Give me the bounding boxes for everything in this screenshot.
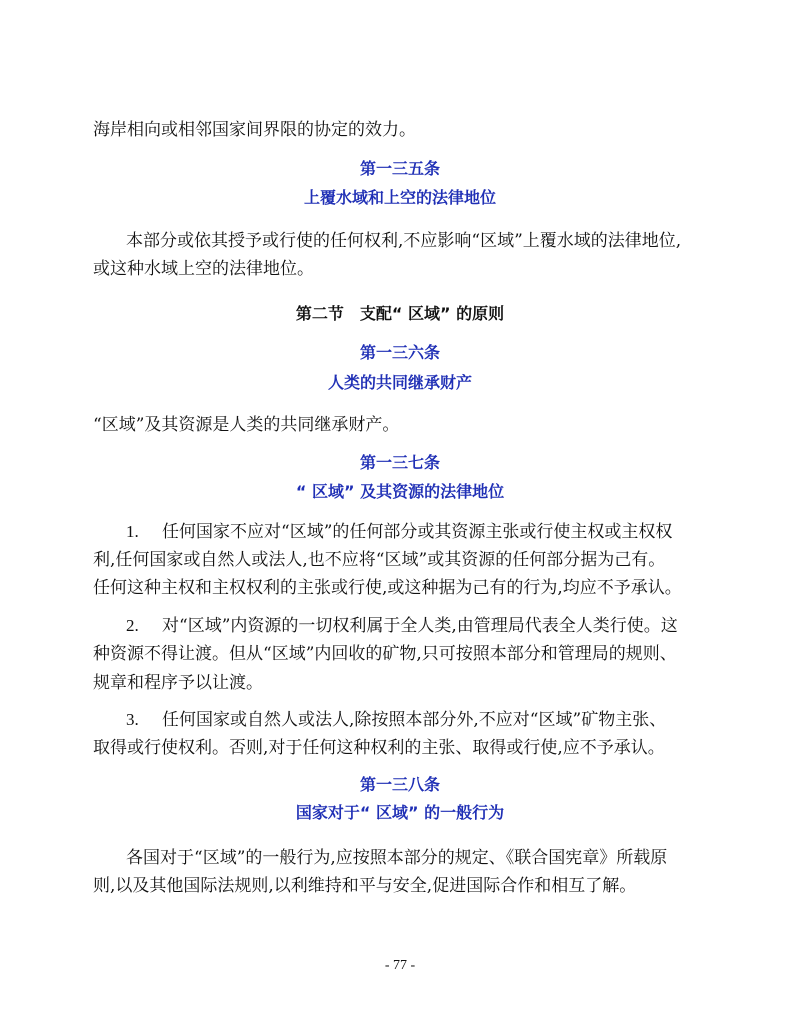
article-136-number: 第一三六条 [359,343,440,362]
article-138-number: 第一三八条 [359,775,440,794]
article-137-title: “ 区域” 及其资源的法律地位 [295,482,505,501]
article-137-para-3-line: 取得或行使权利。否则,对于任何这种权利的主张、取得或行使,应不予承认。 [93,738,665,758]
article-136-title: 人类的共同继承财产 [327,373,472,392]
article-138-text-line: 则,以及其他国际法规则,以利维持和平与安全,促进国际合作和相互了解。 [93,876,637,896]
article-136-text-line: “区域”及其资源是人类的共同继承财产。 [93,415,400,435]
page-number: - 77 - [384,958,416,973]
article-137-para-1-line: 1. 任何国家不应对“区域”的任何部分或其资源主张或行使主权或主权权 [126,522,673,542]
article-137-para-2-line: 种资源不得让渡。但从“区域”内回收的矿物,只可按照本部分和管理局的规则、 [93,644,677,664]
article-138-text-line: 各国对于“区域”的一般行为,应按照本部分的规定、《联合国宪章》所载原 [126,848,668,868]
article-137-para-1-line: 利,任何国家或自然人或法人,也不应将“区域”或其资源的任何部分据为己有。 [93,550,666,570]
article-135-number: 第一三五条 [359,159,440,178]
article-137-para-1-line: 任何这种主权和主权权利的主张或行使,或这种据为己有的行为,均应不予承认。 [93,578,682,598]
article-137-para-3-line: 3. 任何国家或自然人或法人,除按照本部分外,不应对“区域”矿物主张、 [126,710,667,730]
article-135-title: 上覆水域和上空的法律地位 [303,188,496,207]
paragraph-number: 3. [126,710,139,729]
continuation-text: 海岸相向或相邻国家间界限的协定的效力。 [93,120,416,140]
paragraph-number: 2. [126,616,139,635]
article-138-title: 国家对于“ 区域” 的一般行为 [295,803,505,822]
article-137-para-2-line: 规章和程序予以让渡。 [93,673,263,693]
article-135-text-line: 或这种水域上空的法律地位。 [93,259,314,279]
article-135-text-line: 本部分或依其授予或行使的任何权利,不应影响“区域”上覆水域的法律地位, [126,231,682,251]
article-137-number: 第一三七条 [359,453,440,472]
paragraph-number: 1. [126,522,139,541]
article-137-para-2-line: 2. 对“区域”内资源的一切权利属于全人类,由管理局代表全人类行使。这 [126,616,678,636]
section-2-heading: 第二节 支配“ 区域” 的原则 [295,304,505,323]
